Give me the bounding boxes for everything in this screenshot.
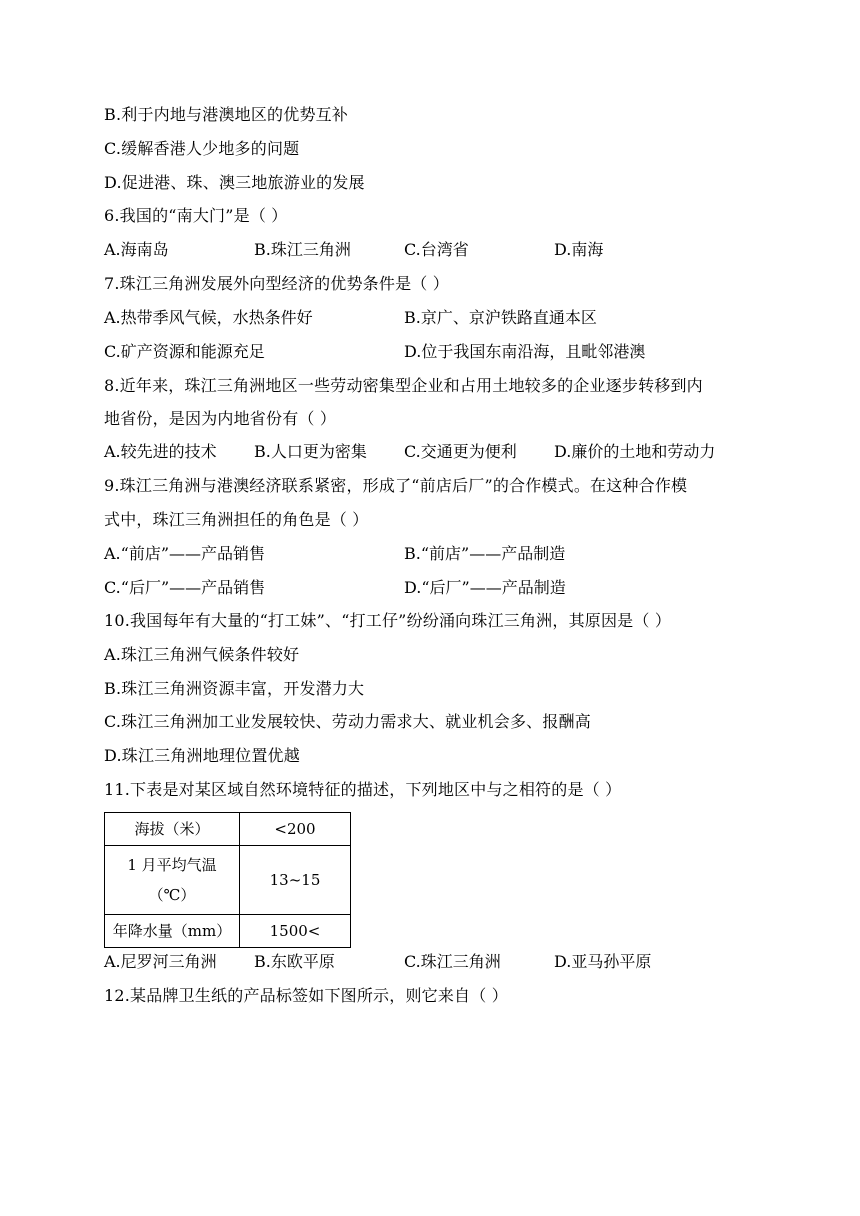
q11-option-b: B.东欧平原 <box>254 952 335 971</box>
question-12: 12.某品牌卫生纸的产品标签如下图所示，则它来自（ ） <box>104 986 508 1005</box>
q9-option-d: D.“后厂”——产品制造 <box>404 578 566 597</box>
table-row <box>105 915 351 948</box>
q7-option-a: A.热带季风气候，水热条件好 <box>104 308 313 327</box>
q9-option-c: C.“后厂”——产品销售 <box>104 578 266 597</box>
q9-option-b: B.“前店”——产品制造 <box>404 544 566 563</box>
q5-option-b: B.利于内地与港澳地区的优势互补 <box>104 105 349 124</box>
q8-option-a: A.较先进的技术 <box>104 442 217 461</box>
table-row <box>105 813 351 846</box>
q5-option-d: D.促进港、珠、澳三地旅游业的发展 <box>104 173 365 192</box>
question-6: 6.我国的“南大门”是（ ） <box>104 206 288 225</box>
q6-option-a: A.海南岛 <box>104 240 169 259</box>
q11-option-a: A.尼罗河三角洲 <box>104 952 217 971</box>
question-8-line-2: 地省份，是因为内地省份有（ ） <box>104 409 337 428</box>
q11-climate-table <box>104 812 351 948</box>
question-9-line-2: 式中，珠江三角洲担任的角色是（ ） <box>104 510 369 529</box>
q9-option-a: A.“前店”——产品销售 <box>104 544 266 563</box>
question-9-line-1: 9.珠江三角洲与港澳经济联系紧密，形成了“前店后厂”的合作模式。在这种合作模 <box>104 476 688 495</box>
q10-option-d: D.珠江三角洲地理位置优越 <box>104 746 300 765</box>
table-cell-precipitation-label: 年降水量（mm） <box>105 915 240 948</box>
q6-option-d: D.南海 <box>554 240 604 259</box>
question-8-line-1: 8.近年来，珠江三角洲地区一些劳动密集型企业和占用土地较多的企业逐步转移到内 <box>104 376 703 395</box>
question-7: 7.珠江三角洲发展外向型经济的优势条件是（ ） <box>104 274 449 293</box>
q8-option-b: B.人口更为密集 <box>254 442 367 461</box>
table-cell-precipitation-value: 1500< <box>240 915 351 948</box>
q5-option-c: C.缓解香港人少地多的问题 <box>104 139 300 158</box>
table-cell-altitude-label: 海拔（米） <box>105 813 240 846</box>
question-11: 11.下表是对某区域自然环境特征的描述，下列地区中与之相符的是（ ） <box>104 780 622 799</box>
question-10: 10.我国每年有大量的“打工妹”、“打工仔”纷纷涌向珠江三角洲，其原因是（ ） <box>104 611 672 630</box>
q11-option-d: D.亚马孙平原 <box>554 952 652 971</box>
q6-option-b: B.珠江三角洲 <box>254 240 351 259</box>
q7-option-c: C.矿产资源和能源充足 <box>104 342 265 361</box>
table-row <box>105 846 351 915</box>
q10-option-b: B.珠江三角洲资源丰富，开发潜力大 <box>104 679 365 698</box>
table-cell-altitude-value: <200 <box>240 813 351 846</box>
january-temp-label-line-2: （℃） <box>148 886 196 904</box>
q10-option-c: C.珠江三角洲加工业发展较快、劳动力需求大、就业机会多、报酬高 <box>104 712 591 731</box>
q7-option-b: B.京广、京沪铁路直通本区 <box>404 308 597 327</box>
q11-option-c: C.珠江三角洲 <box>404 952 501 971</box>
q8-option-c: C.交通更为便利 <box>404 442 517 461</box>
q10-option-a: A.珠江三角洲气候条件较好 <box>104 645 300 664</box>
january-temp-label-line-1: 1 月平均气温 <box>127 856 217 874</box>
q6-option-c: C.台湾省 <box>404 240 469 259</box>
table-cell-january-temp-label <box>105 846 240 915</box>
q7-option-d: D.位于我国东南沿海，且毗邻港澳 <box>404 342 646 361</box>
q8-option-d: D.廉价的土地和劳动力 <box>554 442 716 461</box>
table-cell-january-temp-value: 13~15 <box>240 846 351 915</box>
